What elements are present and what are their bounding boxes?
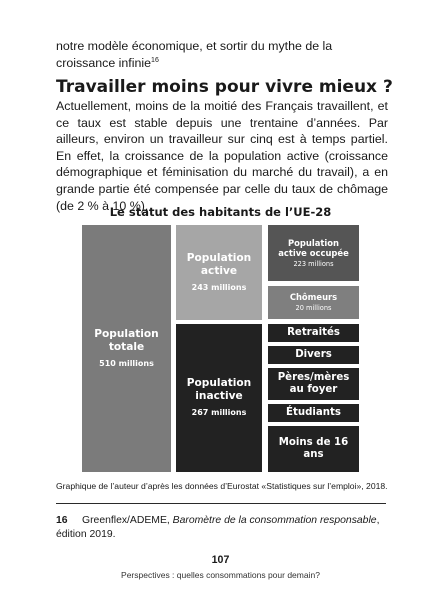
box-label: Population active occupée [278,237,349,258]
footnote-divider [56,503,386,504]
footnote-title: Baromètre de la consommation responsable [172,515,377,526]
box-unemployed [268,286,359,319]
box-label: Divers [295,349,332,360]
page-number: 107 [211,554,230,566]
box-active-population [176,225,262,320]
box-inactive-population [176,324,262,472]
running-footer: Perspectives : quelles consommations pour demain? [121,570,320,580]
box-value: 223 millions [293,259,334,268]
intro-text [56,38,388,72]
box-under-16 [268,426,359,472]
footnote-text-before: Greenflex/ADEME, [82,515,173,526]
box-other [268,346,359,364]
box-label: Chômeurs [289,292,338,302]
box-students [268,404,359,422]
box-value: 20 millions [295,304,332,312]
footnote-ref[interactable]: 16 [151,56,159,64]
box-employed [268,225,359,281]
box-value: 243 millions [191,282,247,292]
box-label: Population totale [94,327,159,353]
box-label: Étudiants [286,407,341,418]
box-total-population [82,225,171,472]
body-paragraph: Actuellement, moins de la moitié des Français travaillent, et ce taux est stable depuis une trentaine d’années. Par ailleurs, environ un travailleur sur cinq est à temps partiel. En effet, la croissance de la population active (croissance démographique et féminisation du marché du travail), a en grande partie été compensée par celle du taux de chômage (de 2 % à 10 %). [56,99,388,213]
box-label: Moins de 16 ans [278,437,349,460]
box-label: Population inactive [186,377,252,402]
intro-body: notre modèle économique, et sortir du mythe de la croissance infinie [56,39,333,70]
box-label: Retraités [287,327,340,338]
box-label: Pères/mères au foyer [277,372,350,395]
section-heading: Travailler moins pour vivre mieux ? [56,77,393,97]
box-value: 267 millions [191,408,247,417]
box-retired [268,324,359,342]
box-homemakers [268,368,359,400]
box-label: Population active [186,251,252,277]
footnote-number: 16 [56,515,68,526]
chart-caption: Graphique de l’auteur d’après les données d’Eurostat «Statistiques sur l’emploi», 2018. [56,481,388,491]
chart-title: Le statut des habitants de l’UE-28 [109,205,332,219]
footnote [56,514,386,541]
box-value: 510 millions [99,358,154,368]
footnote-text-after: , édition 2019. [56,515,380,540]
